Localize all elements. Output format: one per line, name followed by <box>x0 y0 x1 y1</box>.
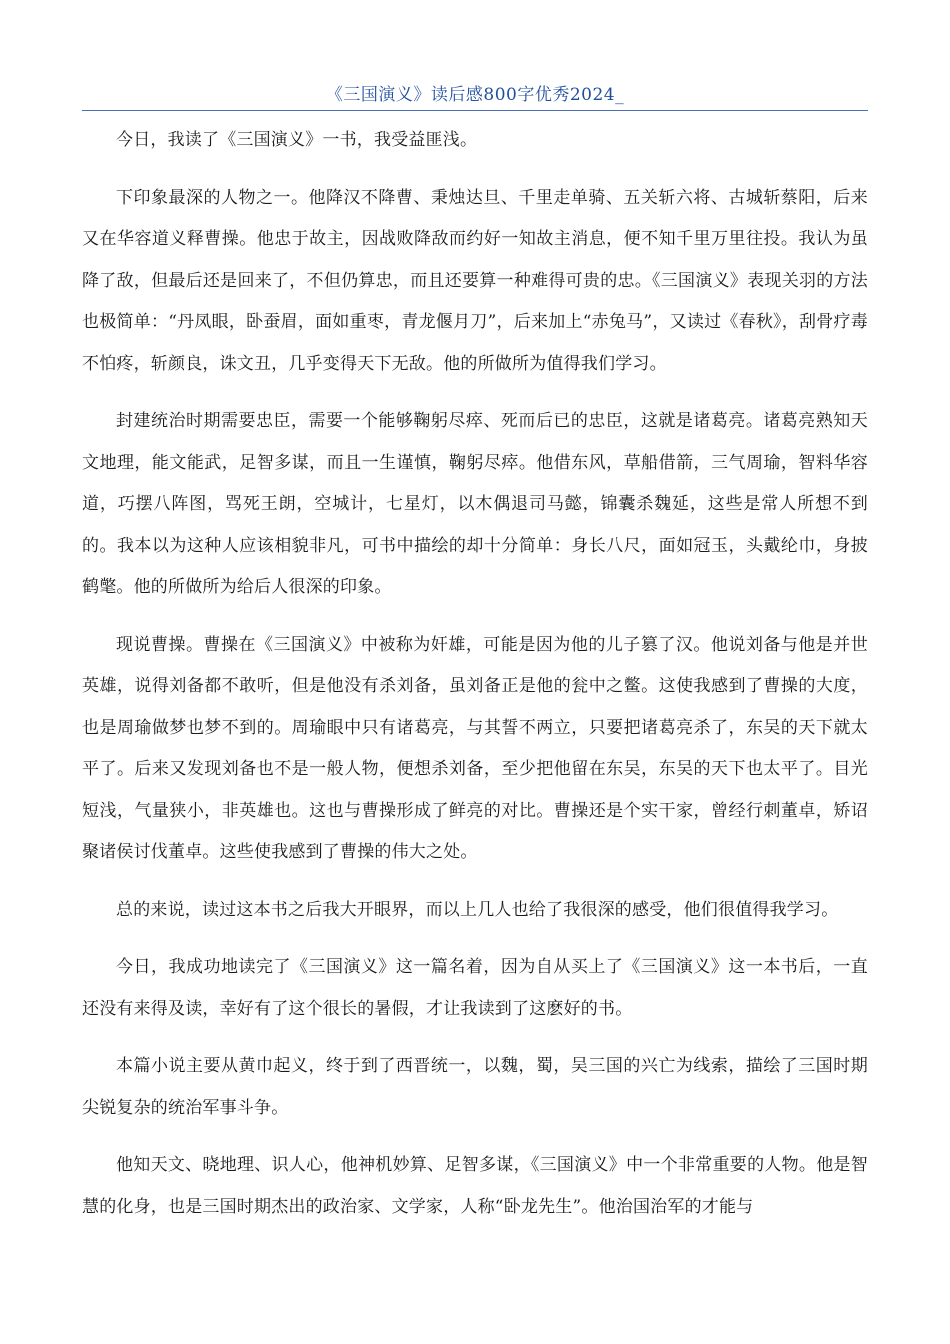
page-header-title: 《三国演义》读后感800字优秀2024_ <box>82 84 868 111</box>
paragraph-4: 现说曹操。曹操在《三国演义》中被称为奸雄，可能是因为他的儿子篡了汉。他说刘备与他是并世英雄，说得刘备都不敢听，但是他没有杀刘备，虽刘备正是他的瓮中之鳖。这使我感到了曹操的大度，也是周瑜做梦也梦不到的。周瑜眼中只有诸葛亮，与其誓不两立，只要把诸葛亮杀了，东吴的天下就太平了。后来又发现刘备也不是一般人物，便想杀刘备，至少把他留在东吴，东吴的天下也太平了。目光短浅，气量狭小，非英雄也。这也与曹操形成了鲜亮的对比。曹操还是个实干家，曾经行刺董卓，矫诏聚诸侯讨伐董卓。这些使我感到了曹操的伟大之处。 <box>82 634 868 862</box>
paragraph-6: 今日，我成功地读完了《三国演义》这一篇名着，因为自从买上了《三国演义》这一本书后，一直还没有来得及读，幸好有了这个很长的暑假，才让我读到了这麽好的书。 <box>82 957 868 1019</box>
paragraph-5: 总的来说，读过这本书之后我大开眼界，而以上几人也给了我很深的感受，他们很值得我学习。 <box>116 899 839 920</box>
paragraph-7: 本篇小说主要从黄巾起义，终于到了西晋统一，以魏，蜀，吴三国的兴亡为线索，描绘了三国时期尖锐复杂的统治军事斗争。 <box>82 1056 868 1118</box>
paragraph-8: 他知天文、晓地理、识人心，他神机妙算、足智多谋，《三国演义》中一个非常重要的人物。他是智慧的化身，也是三国时期杰出的政治家、文学家，人称“卧龙先生”。他治国治军的才能与 <box>82 1155 868 1217</box>
paragraph-3: 封建统治时期需要忠臣，需要一个能够鞠躬尽瘁、死而后已的忠臣，这就是诸葛亮。诸葛亮熟知天文地理，能文能武，足智多谋，而且一生谨慎，鞠躬尽瘁。他借东风，草船借箭，三气周瑜，智料华容道，巧摆八阵图，骂死王朗，空城计，七星灯，以木偶退司马懿，锦囊杀魏延，这些是常人所想不到的。我本以为这种人应该相貌非凡，可书中描绘的却十分简单：身长八尺，面如冠玉，头戴纶巾，身披鹤氅。他的所做所为给后人很深的印象。 <box>82 411 868 597</box>
paragraph-1: 今日，我读了《三国演义》一书，我受益匪浅。 <box>116 130 478 150</box>
paragraph-2: 下印象最深的人物之一。他降汉不降曹、秉烛达旦、千里走单骑、五关斩六将、古城斩蔡阳，后来又在华容道义释曹操。他忠于故主，因战败降敌而约好一知故主消息，便不知千里万里往投。我认为虽降了敌，但最后还是回来了，不但仍算忠，而且还要算一种难得可贵的忠。《三国演义》表现关羽的方法也极简单：“丹凤眼，卧蚕眉，面如重枣，青龙偃月刀”，后来加上“赤兔马”，又读过《春秋》，刮骨疗毒不怕疼，斩颜良，诛文丑，几乎变得天下无敌。他的所做所为值得我们学习。 <box>82 187 868 374</box>
document-body <box>82 120 868 1244</box>
